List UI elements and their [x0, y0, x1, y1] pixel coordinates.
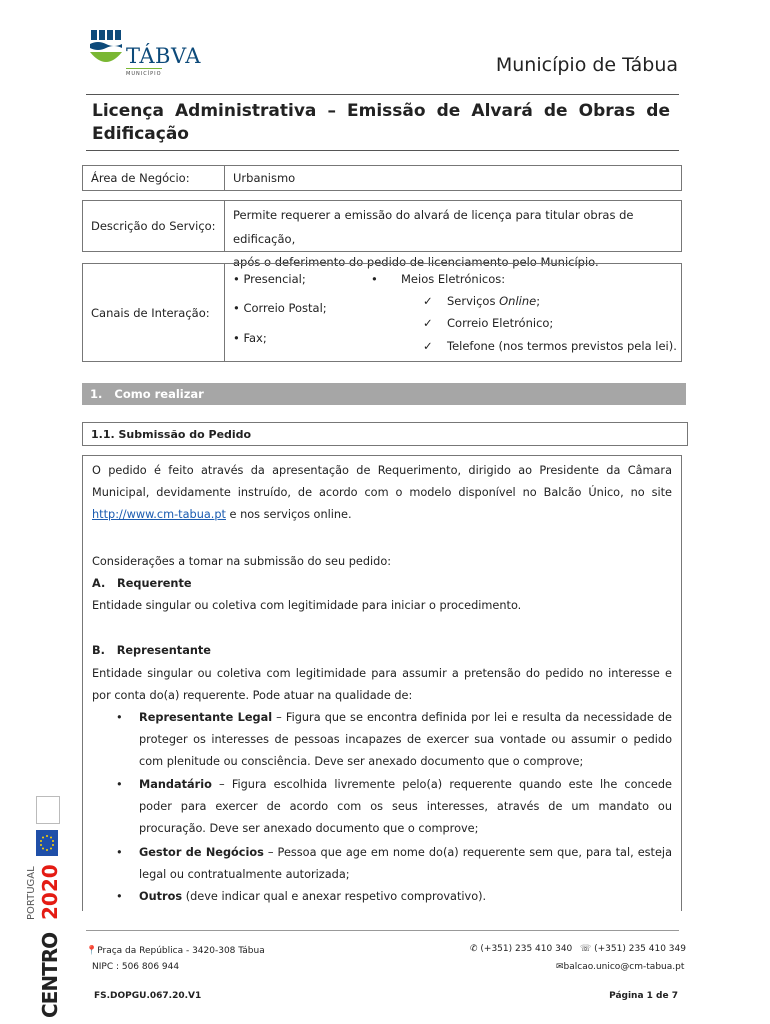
funding-logo-small — [36, 796, 60, 824]
channel-online — [447, 294, 540, 308]
footer-phone-line — [470, 944, 572, 954]
intro-paragraph — [92, 460, 672, 526]
intro-text-a: O pedido é feito através da apresentação de Requerimento, dirigido ao Presidente da Câmara Municipal, devidamente instruído, de acordo com o modelo disponível no Balcão Único, no site — [92, 464, 672, 499]
section-number: 1. — [90, 387, 103, 401]
channel-online-a: Serviços — [447, 294, 500, 308]
representante-text: Entidade singular ou coletiva com legitimidade para assumir a pretensão do pedido no interesse e por conta do(a) requerente. Pode atuar na qualidade de: — [92, 667, 672, 702]
description-label: Descrição do Serviço: — [83, 201, 225, 251]
intro-text-b: e nos serviços online. — [225, 508, 352, 521]
channel-correio-postal: • Correio Postal; — [233, 301, 327, 315]
area-label: Área de Negócio: — [83, 166, 225, 190]
title-top-rule — [86, 94, 679, 95]
municipality-logo — [90, 28, 210, 83]
portugal-label: PORTUGAL — [26, 866, 37, 920]
description-line-2: após o deferimento do pedido de licenciamento pelo Município. — [233, 255, 599, 269]
bullet-3-bold: Gestor de Negócios — [139, 846, 264, 859]
area-row — [82, 165, 682, 191]
bullet-3-text: – Pessoa que age em nome do(a) requerente sem que, para tal, esteja legal ou contratualmente autorizada; — [139, 846, 672, 881]
footer-nipc: NIPC : 506 806 944 — [92, 962, 180, 972]
channel-fax: • Fax; — [233, 331, 267, 345]
channels-row — [82, 263, 682, 362]
channel-presencial: • Presencial; — [233, 272, 306, 286]
area-value: Urbanismo — [233, 171, 296, 185]
fax-icon: ☏ — [580, 944, 595, 954]
check-icon: ✓ — [423, 316, 433, 330]
channel-online-b: Online — [499, 294, 537, 308]
description-line-1: Permite requerer a emissão do alvará de licença para titular obras de edificação, — [233, 208, 634, 246]
check-icon: ✓ — [423, 339, 433, 353]
bullet-dot: • — [116, 890, 123, 903]
bullet-dot: • — [116, 846, 123, 859]
subsection-title: 1.1. Submissão do Pedido — [82, 422, 688, 446]
bullet-2-text: – Figura escolhida livremente pelo(a) requerente quando este lhe concede poder para exercer de acordo com os seus interesses, através de um mandato ou procuração. Deve ser anexado documento que o comprove; — [139, 778, 672, 835]
footer-fax-line — [580, 944, 686, 954]
footer-email-line — [556, 962, 684, 972]
bullet-2-bold: Mandatário — [139, 778, 212, 791]
bullet-dot: • — [116, 778, 123, 791]
channel-bullet: • — [371, 272, 378, 286]
phone-icon: ✆ — [470, 944, 481, 954]
footer-email: balcao.unico@cm-tabua.pt — [563, 962, 685, 972]
channel-email: Correio Eletrónico; — [447, 316, 554, 330]
site-link[interactable]: http://www.cm-tabua.pt — [92, 508, 226, 521]
municipality-name: Município de Tábua — [495, 54, 678, 76]
description-row — [82, 200, 682, 269]
year-2020: 2020 — [38, 864, 62, 920]
footer-address-line — [86, 946, 265, 956]
bullet-gestor-negocios — [139, 842, 672, 886]
centro-label: CENTRO — [38, 932, 62, 1018]
channels-label: Canais de Interação: — [83, 264, 225, 361]
representante-heading: B. Representante — [92, 644, 211, 657]
channel-meios-title: Meios Eletrónicos: — [401, 272, 506, 286]
logo-name: TÁBVA — [126, 44, 201, 68]
check-icon: ✓ — [423, 294, 433, 308]
logo-sub: MUNICÍPIO — [126, 68, 162, 77]
footer-address: Praça da República - 3420-308 Tábua — [97, 946, 265, 956]
mail-icon: ✉ — [556, 962, 564, 972]
eu-flag-icon — [36, 830, 58, 856]
title-bottom-rule — [86, 150, 679, 151]
bullet-1-bold: Representante Legal — [139, 711, 273, 724]
channel-phone: Telefone (nos termos previstos pela lei). — [447, 339, 677, 353]
section-header — [82, 383, 686, 405]
channels-value — [225, 264, 681, 361]
bullet-representante-legal — [139, 707, 672, 773]
bullet-4-text: (deve indicar qual e anexar respetivo comprovativo). — [182, 890, 487, 903]
logo-mark-icon — [90, 28, 124, 68]
bullet-4-bold: Outros — [139, 890, 183, 903]
page-number: Página 1 de 7 — [609, 991, 678, 1001]
requerente-text: Entidade singular ou coletiva com legitimidade para iniciar o procedimento. — [92, 599, 522, 612]
bullet-1-text: – Figura que se encontra definida por lei e resulta da necessidade de proteger os interesses de pessoas incapazes de exercer sua vontade ou assumir o pedido com plenitude ou consciência. Deve ser anexado documento que o comprove; — [139, 711, 672, 768]
footer-fax: (+351) 235 410 349 — [594, 944, 686, 954]
bullet-dot: • — [116, 711, 123, 724]
section-title: Como realizar — [114, 387, 204, 401]
channel-online-c: ; — [536, 294, 541, 308]
eu-stars-icon — [36, 830, 58, 856]
footer-rule — [86, 930, 679, 931]
location-pin-icon: 📍 — [86, 946, 98, 956]
considerations-text: Considerações a tomar na submissão do seu pedido: — [92, 555, 392, 568]
document-code: FS.DOPGU.067.20.V1 — [94, 991, 202, 1001]
bullet-outros — [139, 886, 672, 908]
footer-phone: (+351) 235 410 340 — [480, 944, 573, 954]
description-value — [225, 201, 681, 269]
bullet-mandatario — [139, 774, 672, 840]
page-title: Licença Administrativa – Emissão de Alvará de Obras de Edificação — [92, 101, 670, 144]
requerente-heading: A. Requerente — [92, 577, 192, 590]
